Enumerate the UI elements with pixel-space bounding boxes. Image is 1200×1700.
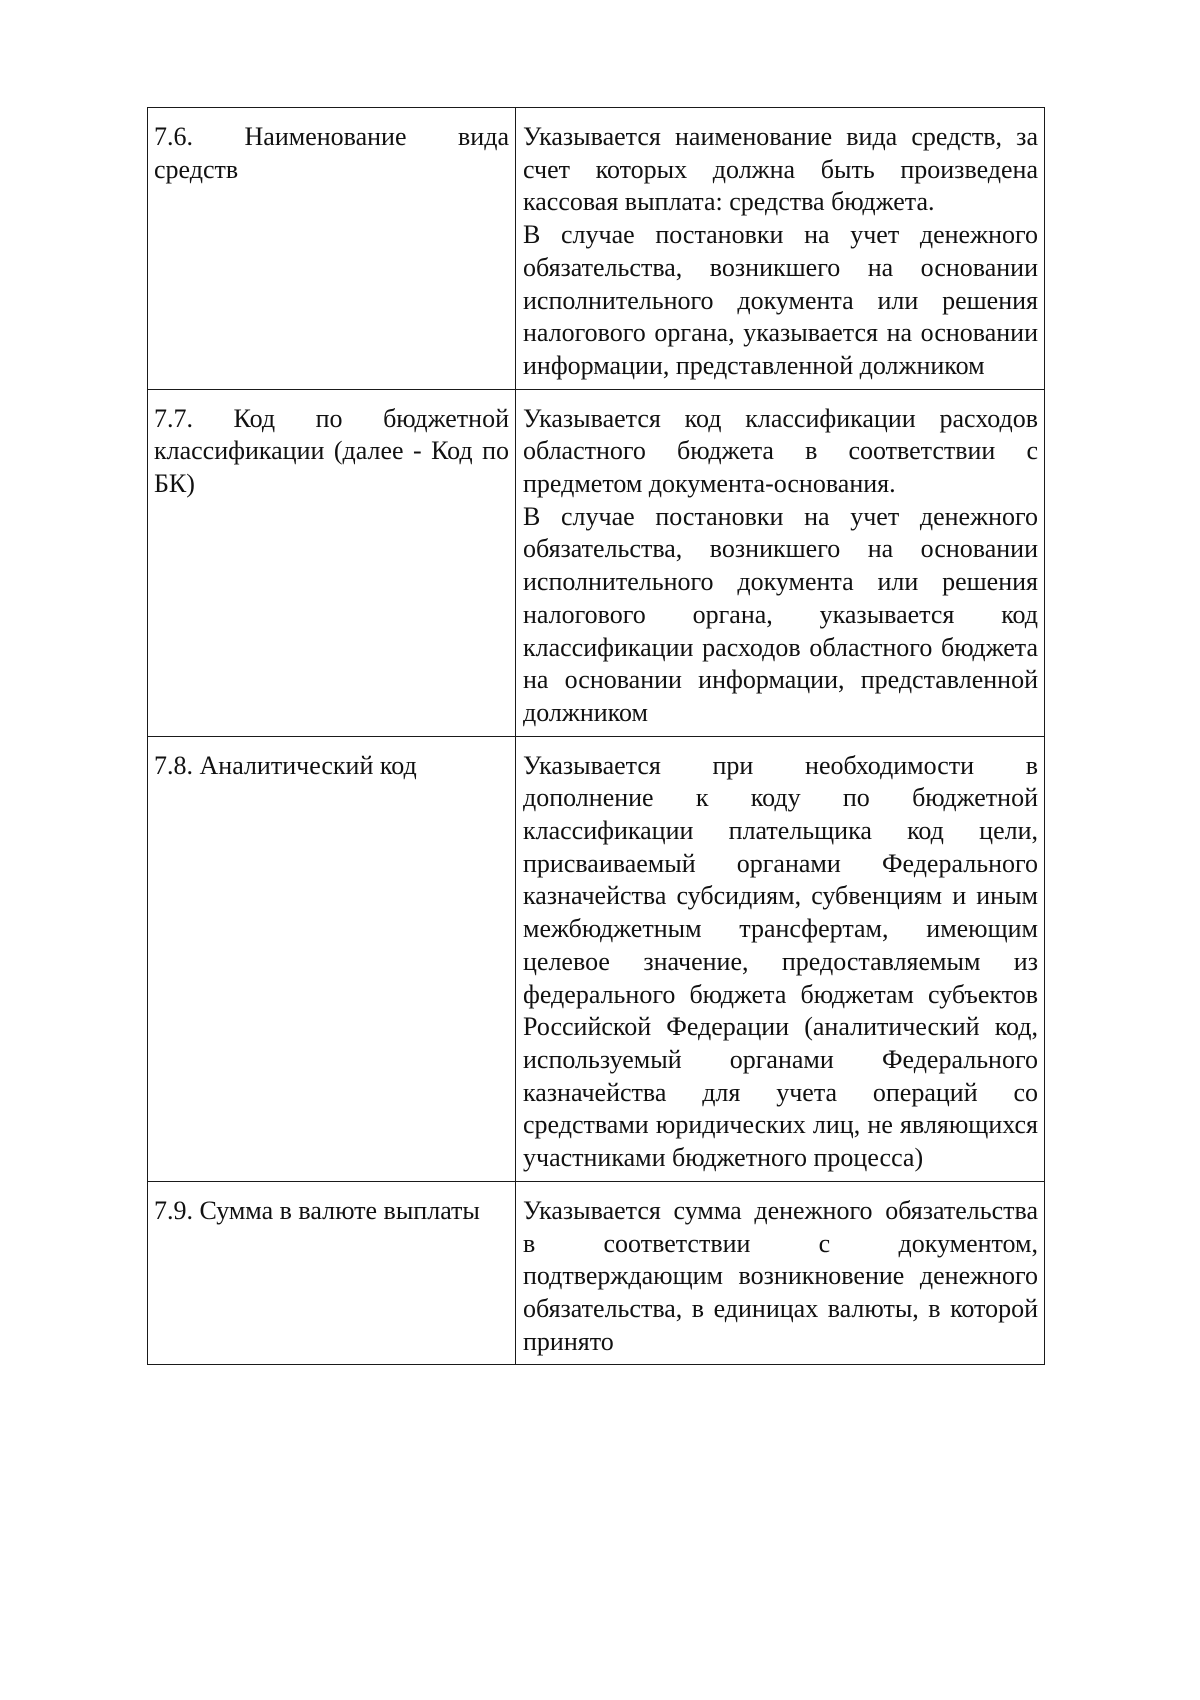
description-paragraph: Указывается при необходимости в дополнение к коду по бюджетной классификации плательщика код цели, присваиваемый органами Федерального казначейства субсидиям, субвенциям и иным межбюджетным трансфертам, имеющим целевое значение, предоставляемым из федерального бюджета бюджетам субъектов Российской Федерации (аналитический код, используемый органами Федерального казначейства для учета операций со средствами юридических лиц, не являющихся участниками бюджетного процесса) [523,750,1038,1173]
field-name: 7.6. Наименование вида средств [154,122,509,184]
field-name-cell [148,1181,516,1365]
table-row [148,1181,1045,1365]
field-description-cell [516,389,1045,736]
table-row [148,736,1045,1181]
field-description-cell [516,1181,1045,1365]
table-row [148,389,1045,736]
description-paragraph: В случае постановки на учет денежного обязательства, возникшего на основании исполнительного документа или решения налогового органа, указывается код классификации расходов областного бюджета на основании информации, представленной должником [523,501,1038,727]
field-description-cell [516,108,1045,390]
fields-table [147,107,1045,1365]
description-paragraph: Указывается код классификации расходов областного бюджета в соответствии с предметом документа-основания. [523,403,1038,499]
field-name-cell [148,389,516,736]
description-paragraph: В случае постановки на учет денежного обязательства, возникшего на основании исполнительного документа или решения налогового органа, указывается на основании информации, представленной должником [523,220,1038,380]
field-name: 7.7. Код по бюджетной классификации (далее - Код по БК) [154,403,509,499]
field-name: 7.9. Сумма в валюте выплаты [154,1195,480,1225]
description-paragraph: Указывается наименование вида средств, за счет которых должна быть произведена кассовая выплата: средства бюджета. [523,122,1038,217]
field-name: 7.8. Аналитический код [154,750,417,780]
field-name-cell [148,736,516,1181]
description-paragraph: Указывается сумма денежного обязательства в соответствии с документом, подтверждающим возникновение денежного обязательства, в единицах валюты, в которой принято [523,1195,1038,1356]
field-description-cell [516,736,1045,1181]
field-name-cell [148,108,516,390]
table-row [148,108,1045,390]
